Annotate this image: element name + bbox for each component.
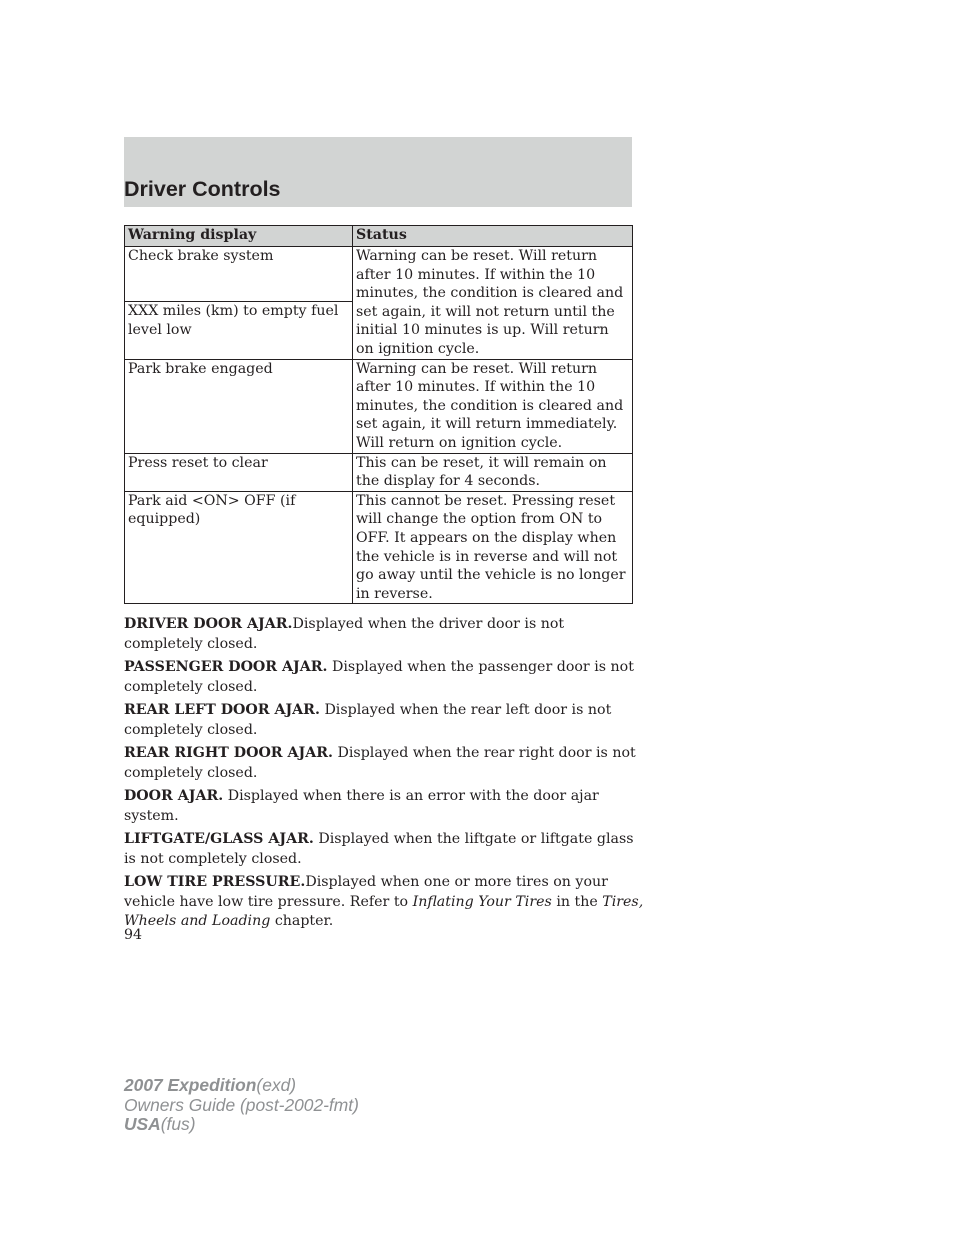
status-cell: This cannot be reset. Pressing reset will change the option from ON to OFF. It appears on the display when the vehicle is in reverse and will not go away until the vehicle is no longer in reverse. — [353, 491, 633, 604]
chapter-reference: Inflating Your Tires — [412, 893, 552, 910]
term-description: Displayed when the rear right door is not completely closed. — [124, 745, 636, 781]
term-description: Displayed when the passenger door is not completely closed. — [124, 659, 634, 695]
term-label: LIFTGATE/GLASS AJAR. — [124, 831, 314, 847]
paragraph-passenger-door-ajar — [124, 658, 644, 697]
footer-market-code: (fus) — [160, 1114, 196, 1134]
table-row — [125, 453, 633, 491]
paragraph-rear-left-door-ajar — [124, 701, 644, 740]
table-row — [125, 491, 633, 604]
section-title: Driver Controls — [124, 177, 281, 201]
paragraph-liftgate-glass-ajar — [124, 830, 644, 869]
column-header-warning-display: Warning display — [125, 226, 353, 247]
status-cell: This can be reset, it will remain on the display for 4 seconds. — [353, 453, 633, 491]
footer-model: 2007 Expedition — [124, 1075, 257, 1095]
term-description-continued: in the — [556, 893, 598, 910]
warning-display-cell: Check brake system — [125, 247, 353, 302]
paragraph-driver-door-ajar — [124, 615, 644, 654]
term-description: Displayed when the driver door is not completely closed. — [124, 616, 565, 652]
term-label: DOOR AJAR. — [124, 788, 224, 804]
section-header-band — [124, 137, 632, 207]
status-cell: Warning can be reset. Will return after 10 minutes. If within the 10 minutes, the condition is cleared and set again, it will not return until the initial 10 minutes is up. Will return on ignition cycle. — [353, 247, 633, 360]
paragraph-door-ajar — [124, 787, 644, 826]
term-label: PASSENGER DOOR AJAR. — [124, 659, 328, 675]
footer-model-code: (exd) — [256, 1075, 297, 1095]
paragraph-rear-right-door-ajar — [124, 744, 644, 783]
table-header-row — [125, 226, 633, 247]
page-number: 94 — [124, 927, 143, 943]
table-row — [125, 247, 633, 302]
term-label: DRIVER DOOR AJAR. — [124, 616, 293, 632]
status-cell: Warning can be reset. Will return after 10 minutes. If within the 10 minutes, the condition is cleared and set again, it will return immediately. Will return on ignition cycle. — [353, 359, 633, 453]
warning-display-cell: XXX miles (km) to empty fuel level low — [125, 302, 353, 360]
term-label: LOW TIRE PRESSURE. — [124, 874, 306, 890]
term-description: Displayed when there is an error with the door ajar system. — [124, 788, 599, 824]
footer-line — [124, 1115, 359, 1135]
term-description-end: chapter. — [274, 913, 334, 929]
message-descriptions — [124, 615, 644, 936]
paragraph-low-tire-pressure — [124, 873, 644, 932]
chapter-reference: Tires, Wheels and Loading — [124, 893, 644, 929]
footer-line: Owners Guide (post-2002-fmt) — [124, 1094, 359, 1115]
footer-market: USA — [124, 1114, 161, 1134]
column-header-status: Status — [353, 226, 633, 247]
warning-display-cell: Press reset to clear — [125, 453, 353, 491]
term-description: Displayed when the rear left door is not completely closed. — [124, 702, 612, 738]
warning-display-cell: Park brake engaged — [125, 359, 353, 453]
footer-line — [124, 1076, 359, 1096]
document-footer — [124, 1076, 359, 1135]
warning-display-table — [124, 225, 633, 604]
term-label: REAR RIGHT DOOR AJAR. — [124, 745, 333, 761]
warning-display-cell: Park aid <ON> OFF (if equipped) — [125, 491, 353, 604]
table-row — [125, 359, 633, 453]
term-description: Displayed when one or more tires on your vehicle have low tire pressure. Refer to — [124, 874, 608, 910]
term-description: Displayed when the liftgate or liftgate glass is not completely closed. — [124, 831, 634, 867]
term-label: REAR LEFT DOOR AJAR. — [124, 702, 320, 718]
